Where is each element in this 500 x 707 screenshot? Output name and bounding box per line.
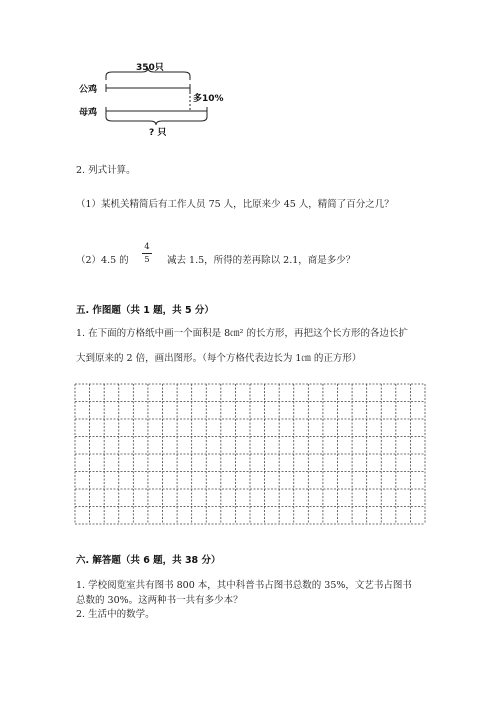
bottom-label: ? 只 (149, 128, 167, 138)
hen-label: 母鸡 (79, 108, 98, 118)
bottom-brace (106, 114, 207, 125)
section6-line1: 1. 学校阅览室共有图书 800 本，其中科普书占图书总数的 35%，文艺书占图书 (76, 580, 412, 591)
fraction-bar (142, 253, 152, 254)
q2-item1: （1）某机关精简后有工作人员 75 人，比原来少 45 人，精简了百分之几？ (76, 199, 394, 210)
fraction-numerator: 4 (144, 242, 150, 252)
drawing-grid[interactable] (74, 383, 426, 525)
fraction-denominator: 5 (144, 255, 150, 265)
fraction-four-fifths (142, 242, 152, 265)
section5-line2: 大到原来的 2 倍，画出图形。（每个方格代表边长为 1㎝ 的正方形） (76, 353, 362, 364)
side-label: 多10% (193, 94, 224, 104)
section6-line2: 总数的 30%。这两种书一共有多少本？ (76, 595, 243, 606)
section5-heading: 五. 作图题（共 1 题，共 5 分） (76, 305, 214, 316)
section5-line1: 1. 在下面的方格纸中画一个面积是 8㎝² 的长方形，再把这个长方形的各边长扩 (76, 328, 408, 339)
top-label: 350只 (136, 63, 164, 73)
q2-item2-prefix: （2）4.5 的 (76, 255, 129, 266)
section6-line3: 2. 生活中的数学。 (76, 609, 155, 620)
rooster-label: 公鸡 (79, 85, 98, 95)
section6-heading: 六. 解答题（共 6 题，共 38 分） (76, 555, 221, 566)
q2-item2-suffix: 减去 1.5，所得的差再除以 2.1，商是多少？ (167, 255, 356, 266)
q2-title: 2. 列式计算。 (76, 165, 136, 176)
diagram-lines (0, 0, 240, 140)
